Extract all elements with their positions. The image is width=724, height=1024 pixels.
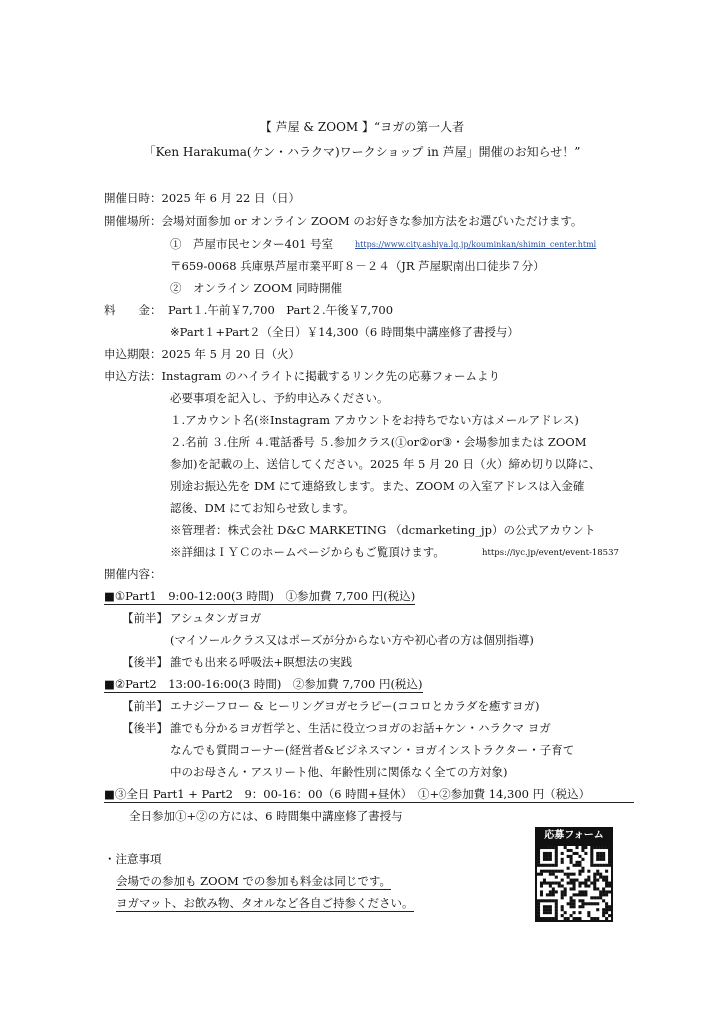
part2-second-half-2: なんでも質問コーナー(経営者&ビジネスマン・ヨガインストラクター・子育て <box>170 743 575 757</box>
part1-second-half: 誰でも出来る呼吸法+瞑想法の実践 <box>170 655 353 669</box>
part2-second-half: 誰でも分かるヨガ哲学と、生活に役立つヨガのお話+ケン・ハラクマ ヨガ <box>170 721 551 735</box>
apply-line-1: 申込方法：Instagram のハイライトに掲載するリンク先の応募フォームより <box>104 369 500 383</box>
part1-heading <box>104 588 415 604</box>
part3-heading: ■③全日 Part1 + Part2 9：00‐16：00（6 時間+昼休） ①+②参加費 14,300 円（税込） <box>104 786 634 803</box>
event-date: 開催日時：2025 年 6 月 22 日（日） <box>104 191 300 205</box>
part1-first-half-tag: 【前半】 <box>122 611 168 625</box>
detail-link[interactable]: https://iyc.jp/event/event-18537 <box>482 548 619 558</box>
qr-code-graphic <box>537 846 611 920</box>
notes-label: ・注意事項 <box>104 852 162 866</box>
venue-link[interactable]: https://www.city.ashiya.lg.jp/kouminkan/shimin_center.html <box>355 240 597 249</box>
deadline: 申込期限：2025 年 5 月 20 日（火） <box>104 347 300 361</box>
notes-line-2 <box>116 895 414 911</box>
part3-note: 全日参加①+②の方には、6 時間集中講座修了書授与 <box>129 809 403 823</box>
venue-option-1: ① 芦屋市民センター401 号室 <box>170 237 334 251</box>
notes-line-1 <box>116 873 391 889</box>
content-label: 開催内容： <box>104 567 162 581</box>
fee: Part１.午前￥7,700 Part２.午後￥7,700 <box>168 303 394 317</box>
apply-line-3: １.アカウント名(※Instagram アカウントをお持ちでない方はメールアドレス) <box>170 413 579 427</box>
part1-first-half-note: (マイソールクラス又はポーズが分からない方や初心者の方は個別指導) <box>170 633 534 647</box>
part1-second-half-tag: 【後半】 <box>122 655 168 669</box>
admin-note: ※管理者：株式会社 D&C MARKETING （dcmarketing_jp）の公式アカウント <box>170 523 596 537</box>
part1-first-half: アシュタンガヨガ <box>170 611 262 625</box>
part2-first-half-tag: 【前半】 <box>122 699 168 713</box>
apply-line-5: 参加)を記載の上、送信してください。2025 年 5 月 20 日（火）締め切り以降に、 <box>170 457 601 471</box>
qr-block[interactable] <box>535 827 613 922</box>
apply-line-2: 必要事項を記入し、予約申込みください。 <box>170 391 389 405</box>
qr-code-icon[interactable] <box>535 844 613 922</box>
venue-option-2: ② オンライン ZOOM 同時開催 <box>170 281 343 295</box>
apply-line-7: 認後、DM にてお知らせ致します。 <box>170 501 355 515</box>
title-line-2: 「Ken Harakuma(ケン・ハラクマ)ワークショップ in 芦屋」開催のお知らせ！” <box>143 145 581 159</box>
venue-address: 〒659-0068 兵庫県芦屋市業平町８－２４（JR 芦屋駅南出口徒歩７分） <box>170 259 545 273</box>
qr-label: 応募フォーム <box>535 827 613 844</box>
part2-second-half-3: 中のお母さん・アスリート他、年齢性別に関係なく全ての方対象) <box>170 765 508 779</box>
notes-line-2-text: ヨガマット、お飲み物、タオルなど各自ご持参ください。 <box>116 896 414 910</box>
part2-second-half-tag: 【後半】 <box>122 721 168 735</box>
apply-line-4: ２.名前 ３.住所 ４.電話番号 ５.参加クラス(①or②or③・会場参加または ZOOM <box>170 435 587 449</box>
apply-line-6: 別途お振込先を DM にて連絡致します。また、ZOOM の入室アドレスは入金確 <box>170 479 585 493</box>
part2-heading <box>104 676 423 692</box>
notes-line-1-text: 会場での参加も ZOOM での参加も料金は同じです。 <box>116 874 392 888</box>
part2-heading-text: ■②Part2 13:00-16:00(3 時間) ②参加費 7,700 円(税込) <box>104 677 423 691</box>
part1-heading-text: ■①Part1 9:00-12:00(3 時間) ①参加費 7,700 円(税込) <box>104 589 416 603</box>
detail-note: ※詳細はＩＹＣのホームページからもご覧頂けます。 <box>170 545 445 559</box>
event-venue: 開催場所：会場対面参加 or オンライン ZOOM のお好きな参加方法をお選びいただけます。 <box>104 214 583 228</box>
title-line-1: 【 芦屋 & ZOOM 】“ヨガの第一人者 <box>259 120 465 134</box>
fee-note: ※Part１+Part２（全日）￥14,300（6 時間集中講座修了書授与） <box>170 325 519 339</box>
part2-first-half: エナジーフロー & ヒーリングヨガセラピー(ココロとカラダを癒すヨガ) <box>170 699 540 713</box>
fee-label: 料 金： <box>104 303 162 317</box>
